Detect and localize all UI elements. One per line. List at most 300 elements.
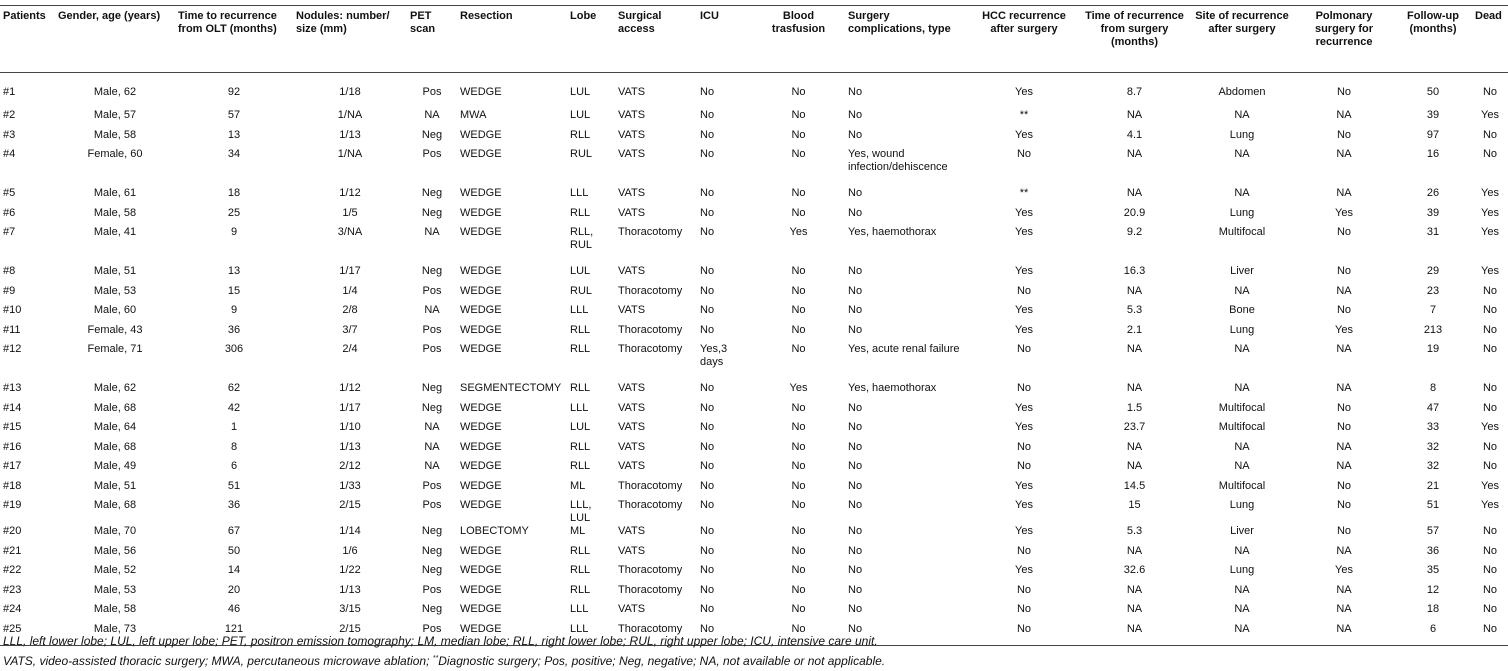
cell-dead: No xyxy=(1482,564,1498,576)
cell-pet: Pos xyxy=(422,343,442,355)
cell-icu: No xyxy=(700,86,715,98)
cell-resection: WEDGE xyxy=(460,128,502,141)
cell-lobe: RLL, RUL xyxy=(570,226,594,251)
cell-resection: WEDGE xyxy=(460,479,502,492)
cell-time-olt: 13 xyxy=(227,265,241,277)
cell-blood: No xyxy=(791,187,806,199)
cell-lobe: RUL xyxy=(570,148,593,160)
cell-dead: No xyxy=(1482,401,1498,414)
cell-icu: No xyxy=(700,109,715,121)
table-row xyxy=(0,402,1508,422)
cell-polmonary: No xyxy=(1336,499,1352,511)
cell-lobe: LLL xyxy=(570,401,589,414)
header-nodules: Nodules: number/ size (mm) xyxy=(293,6,407,73)
cell-hcc: Yes xyxy=(1015,479,1033,492)
cell-nodules: 1/5 xyxy=(342,206,358,219)
cell-resection: WEDGE xyxy=(460,265,502,277)
cell-complications: No xyxy=(848,265,863,277)
table-row xyxy=(0,324,1508,344)
cell-gender-age: Male, 73 xyxy=(55,623,175,646)
cell-followup: 35 xyxy=(1426,564,1440,576)
cell-site: Lung xyxy=(1229,499,1255,511)
cell-site: Lung xyxy=(1229,323,1255,336)
cell-access: VATS xyxy=(618,382,646,394)
cell-followup: 29 xyxy=(1426,265,1440,277)
cell-icu: No xyxy=(700,583,715,596)
cell-hcc: Yes xyxy=(1015,265,1033,277)
cell-time-surgery: NA xyxy=(1126,460,1143,472)
cell-patient: #24 xyxy=(3,603,22,615)
header-complications: Surgery complications, type xyxy=(845,6,969,73)
cell-patient: #13 xyxy=(3,382,22,394)
cell-dead: No xyxy=(1482,128,1498,141)
cell-patient: #11 xyxy=(3,323,21,336)
cell-followup: 33 xyxy=(1426,421,1440,433)
cell-nodules: 1/13 xyxy=(339,440,361,453)
cell-gender-age: Male, 53 xyxy=(93,583,137,596)
cell-followup: 51 xyxy=(1426,499,1440,511)
cell-polmonary: Yes xyxy=(1335,564,1353,576)
cell-nodules: 1/17 xyxy=(339,401,361,414)
cell-hcc: Yes xyxy=(1015,304,1033,316)
cell-site: NA xyxy=(1234,284,1250,297)
cell-nodules: 1/13 xyxy=(339,128,361,141)
cell-resection: MWA xyxy=(460,109,487,121)
cell-complications: No xyxy=(848,86,863,98)
cell-gender-age: Male, 58 xyxy=(93,206,137,219)
cell-complications: No xyxy=(848,128,863,141)
table-row xyxy=(0,304,1508,324)
cell-lobe: RLL xyxy=(570,440,591,453)
cell-time-olt: 42 xyxy=(227,401,241,414)
header-resection: Resection xyxy=(457,6,567,73)
cell-nodules: 2/8 xyxy=(342,304,358,316)
cell-blood: No xyxy=(791,304,806,316)
cell-complications: Yes, acute renal failure xyxy=(848,343,960,355)
cell-resection: WEDGE xyxy=(460,401,502,414)
cell-polmonary: NA xyxy=(1336,187,1352,199)
cell-blood: No xyxy=(791,525,806,537)
cell-resection: WEDGE xyxy=(460,544,502,557)
cell-followup: 39 xyxy=(1426,109,1440,121)
cell-resection: WEDGE xyxy=(460,323,502,336)
cell-time-olt: 6 xyxy=(230,460,238,472)
cell-gender-age: Male, 51 xyxy=(93,479,137,492)
cell-followup: 47 xyxy=(1426,401,1440,414)
cell-followup: 8 xyxy=(1429,382,1437,394)
cell-blood: No xyxy=(791,440,806,453)
cell-followup: 16 xyxy=(1426,148,1440,160)
cell-gender-age: Male, 52 xyxy=(93,564,137,576)
cell-lobe: RLL xyxy=(570,583,591,596)
cell-gender-age: Male, 62 xyxy=(93,86,137,98)
cell-dead: No xyxy=(1482,583,1498,596)
cell-time-olt: 15 xyxy=(227,284,241,297)
header-dead: Dead xyxy=(1472,6,1508,73)
cell-blood: No xyxy=(791,544,806,557)
cell-icu: No xyxy=(700,226,715,238)
cell-pet: Pos xyxy=(422,148,442,160)
cell-access: Thoracotomy xyxy=(618,343,683,355)
table-row xyxy=(0,441,1508,461)
cell-time-olt: 8 xyxy=(230,440,238,453)
cell-patient: #1 xyxy=(3,86,16,98)
cell-pet: Pos xyxy=(422,479,442,492)
cell-lobe: RLL xyxy=(570,206,591,219)
cell-hcc: Yes xyxy=(1015,128,1033,141)
cell-complications: No xyxy=(848,583,863,596)
cell-time-olt: 51 xyxy=(227,479,241,492)
cell-time-surgery: 2.1 xyxy=(1126,323,1143,336)
cell-polmonary: NA xyxy=(1336,583,1352,596)
cell-complications: No xyxy=(848,401,863,414)
cell-lobe: LLL xyxy=(570,304,589,316)
cell-hcc: Yes xyxy=(1015,525,1033,537)
cell-nodules: 1/13 xyxy=(339,583,361,596)
header-gender-age: Gender, age (years) xyxy=(55,6,175,73)
cell-hcc: ** xyxy=(1019,109,1029,121)
header-hcc: HCC recurrence after surgery xyxy=(969,6,1079,73)
cell-polmonary: NA xyxy=(1336,284,1352,297)
cell-icu: No xyxy=(700,440,715,453)
cell-time-surgery: 32.6 xyxy=(1123,564,1146,576)
cell-site: NA xyxy=(1190,623,1294,646)
cell-followup: 12 xyxy=(1426,583,1440,596)
cell-followup: 18 xyxy=(1426,603,1440,615)
cell-complications: No xyxy=(848,206,863,219)
cell-hcc: No xyxy=(1016,440,1032,453)
cell-pet: Pos xyxy=(422,284,442,297)
cell-patient: #4 xyxy=(3,148,16,160)
cell-pet: NA xyxy=(424,460,440,472)
cell-time-surgery: NA xyxy=(1126,583,1143,596)
cell-blood: No xyxy=(791,603,806,615)
cell-patient: #3 xyxy=(3,128,16,141)
cell-blood: No xyxy=(791,460,806,472)
cell-blood: No xyxy=(791,206,806,219)
cell-lobe: RLL xyxy=(570,544,591,557)
cell-hcc: Yes xyxy=(1015,206,1033,219)
cell-icu: No xyxy=(700,421,715,433)
cell-pet: Neg xyxy=(421,128,443,141)
cell-access: VATS xyxy=(618,421,646,433)
header-access: Surgical access xyxy=(615,6,697,73)
cell-lobe: LLL, LUL xyxy=(570,499,592,524)
cell-polmonary: No xyxy=(1336,226,1352,238)
cell-lobe: RUL xyxy=(570,284,593,297)
cell-polmonary: NA xyxy=(1336,148,1352,160)
cell-blood: No xyxy=(791,148,806,160)
cell-blood: No xyxy=(791,109,806,121)
cell-time-surgery: NA xyxy=(1079,623,1190,646)
cell-resection: WEDGE xyxy=(460,187,502,199)
cell-dead: No xyxy=(1482,544,1498,557)
cell-polmonary: No xyxy=(1336,86,1352,98)
cell-nodules: 2/12 xyxy=(339,460,361,472)
cell-icu: No xyxy=(700,499,715,511)
cell-dead: Yes xyxy=(1481,421,1499,433)
header-polmonary: Polmonary surgery for recurrence xyxy=(1294,6,1394,73)
cell-polmonary: NA xyxy=(1336,109,1352,121)
cell-complications: Yes, haemothorax xyxy=(848,382,937,394)
cell-patient: #18 xyxy=(3,479,22,492)
header-site: Site of recurrence after surgery xyxy=(1190,6,1294,73)
cell-time-surgery: NA xyxy=(1126,284,1143,297)
cell-site: Liver xyxy=(1230,265,1254,277)
cell-time-olt: 13 xyxy=(227,128,241,141)
table-row xyxy=(0,187,1508,207)
cell-nodules: 2/15 xyxy=(293,623,407,646)
cell-resection: WEDGE xyxy=(460,304,502,316)
cell-time-olt: 9 xyxy=(230,304,238,316)
cell-polmonary: No xyxy=(1336,304,1352,316)
cell-time-surgery: 5.3 xyxy=(1126,304,1143,316)
table-row xyxy=(0,545,1508,565)
cell-complications: No xyxy=(848,564,863,576)
cell-complications: No xyxy=(848,421,863,433)
cell-polmonary: Yes xyxy=(1335,323,1353,336)
cell-polmonary: No xyxy=(1336,128,1352,141)
cell-complications: No xyxy=(848,187,863,199)
cell-access: VATS xyxy=(618,148,646,160)
cell-access: Thoracotomy xyxy=(618,226,683,238)
cell-lobe: RLL xyxy=(570,460,591,472)
cell-access: Thoracotomy xyxy=(618,323,683,336)
cell-gender-age: Male, 41 xyxy=(93,226,137,238)
cell-pet: Neg xyxy=(421,401,443,414)
cell-lobe: RLL xyxy=(570,323,591,336)
cell-time-olt: 14 xyxy=(227,564,241,576)
cell-time-surgery: NA xyxy=(1126,343,1143,355)
cell-followup: 23 xyxy=(1426,284,1440,297)
cell-complications: Yes, wound infection/dehiscence xyxy=(848,148,948,173)
cell-patient: #5 xyxy=(3,187,16,199)
cell-time-olt: 34 xyxy=(227,148,241,160)
cell-icu: No xyxy=(700,128,715,141)
cell-site: NA xyxy=(1234,109,1250,121)
cell-gender-age: Male, 70 xyxy=(93,525,137,537)
footnote-line-2 xyxy=(3,651,885,671)
cell-gender-age: Male, 68 xyxy=(93,440,137,453)
cell-dead: No xyxy=(1482,86,1498,98)
table-body xyxy=(0,73,1508,646)
cell-polmonary: NA xyxy=(1336,382,1352,394)
cell-nodules: 3/7 xyxy=(342,323,358,336)
cell-icu: No xyxy=(700,460,715,472)
cell-pet: NA xyxy=(424,226,440,238)
cell-patient: #17 xyxy=(3,460,22,472)
cell-access: VATS xyxy=(618,187,646,199)
cell-site: Abdomen xyxy=(1218,86,1266,98)
cell-site: Lung xyxy=(1229,564,1255,576)
cell-patient: #22 xyxy=(3,564,22,576)
cell-access: Thoracotomy xyxy=(618,479,683,492)
cell-polmonary: NA xyxy=(1336,343,1352,355)
table-row xyxy=(0,265,1508,285)
cell-access: VATS xyxy=(618,440,646,453)
cell-gender-age: Male, 49 xyxy=(93,460,137,472)
cell-patient: #20 xyxy=(3,525,22,537)
table-row xyxy=(0,73,1508,110)
cell-blood: No xyxy=(791,499,806,511)
table-row xyxy=(0,285,1508,305)
cell-time-surgery: NA xyxy=(1126,440,1143,453)
cell-time-surgery: 4.1 xyxy=(1126,128,1143,141)
cell-hcc: Yes xyxy=(1015,499,1033,511)
cell-followup: 21 xyxy=(1426,479,1440,492)
table-row xyxy=(0,584,1508,604)
cell-blood: No xyxy=(791,564,806,576)
header-time-olt: Time to recurrence from OLT (months) xyxy=(175,6,293,73)
cell-access: VATS xyxy=(618,265,646,277)
cell-site: Liver xyxy=(1230,525,1254,537)
cell-icu: No xyxy=(700,382,715,394)
cell-followup: 32 xyxy=(1426,440,1440,453)
cell-time-olt: 36 xyxy=(227,323,241,336)
cell-followup: 32 xyxy=(1426,460,1440,472)
footnote-line-2-prefix: VATS, video-assisted thoracic surgery; MWA, percutaneous microwave ablation; xyxy=(3,654,433,668)
cell-lobe: RLL xyxy=(570,382,591,394)
cell-icu: No xyxy=(700,284,715,297)
cell-nodules: 3/15 xyxy=(339,603,361,615)
cell-dead: No xyxy=(1482,460,1498,472)
cell-patient: #12 xyxy=(3,343,22,355)
cell-hcc: No xyxy=(1016,148,1032,160)
cell-time-surgery: NA xyxy=(1126,187,1143,199)
cell-blood: No xyxy=(791,479,806,492)
cell-gender-age: Male, 61 xyxy=(93,187,137,199)
cell-gender-age: Male, 60 xyxy=(93,304,137,316)
cell-dead: Yes xyxy=(1481,109,1499,121)
cell-nodules: 2/15 xyxy=(339,499,361,511)
cell-site: NA xyxy=(1234,460,1250,472)
cell-nodules: 1/18 xyxy=(339,86,361,98)
table-row xyxy=(0,109,1508,129)
cell-site: NA xyxy=(1234,187,1250,199)
cell-blood: No xyxy=(791,323,806,336)
cell-resection: WEDGE xyxy=(460,583,502,596)
cell-site: NA xyxy=(1234,440,1250,453)
cell-time-surgery: 1.5 xyxy=(1126,401,1143,414)
cell-nodules: 1/12 xyxy=(339,187,361,199)
cell-icu: No xyxy=(700,564,715,576)
cell-followup: 57 xyxy=(1426,525,1440,537)
cell-pet: NA xyxy=(424,421,440,433)
cell-icu: No xyxy=(700,187,715,199)
cell-site: NA xyxy=(1234,544,1250,557)
cell-polmonary: NA xyxy=(1336,460,1352,472)
cell-dead: No xyxy=(1482,304,1498,316)
table-row xyxy=(0,564,1508,584)
header-blood: Blood trasfusion xyxy=(752,6,845,73)
footnote-line-1: LLL, left lower lobe; LUL, left upper lobe; PET, positron emission tomography; LM, median lobe; RLL, right lower lobe; RUL, right upper lobe; ICU, intensive care unit. xyxy=(3,634,878,648)
cell-nodules: 1/14 xyxy=(339,525,361,537)
cell-followup: 213 xyxy=(1423,323,1443,336)
cell-gender-age: Male, 53 xyxy=(93,284,137,297)
cell-gender-age: Male, 64 xyxy=(93,421,137,433)
cell-gender-age: Female, 60 xyxy=(87,148,143,160)
cell-resection: WEDGE xyxy=(460,284,502,297)
cell-complications: No xyxy=(848,460,863,472)
cell-icu: No xyxy=(700,304,715,316)
cell-polmonary: No xyxy=(1336,479,1352,492)
cell-blood: No xyxy=(791,583,806,596)
cell-time-surgery: NA xyxy=(1126,382,1143,394)
cell-access: Thoracotomy xyxy=(618,583,683,596)
table-footnotes xyxy=(3,631,885,671)
cell-lobe: LLL xyxy=(570,603,589,615)
cell-gender-age: Male, 68 xyxy=(93,499,137,511)
cell-dead: No xyxy=(1472,623,1508,646)
cell-access: VATS xyxy=(618,525,646,537)
cell-followup: 7 xyxy=(1429,304,1437,316)
cell-site: Lung xyxy=(1229,206,1255,219)
cell-icu: No xyxy=(700,323,715,336)
cell-complications: No xyxy=(848,499,863,511)
cell-dead: No xyxy=(1482,284,1498,297)
cell-icu: No xyxy=(700,148,715,160)
cell-access: VATS xyxy=(618,401,646,414)
cell-complications: No xyxy=(848,440,863,453)
cell-blood: No xyxy=(791,128,806,141)
cell-followup: 6 xyxy=(1394,623,1472,646)
cell-complications: No xyxy=(845,623,969,646)
cell-time-surgery: 23.7 xyxy=(1123,421,1146,433)
cell-icu: No xyxy=(700,603,715,615)
cell-time-olt: 9 xyxy=(230,226,238,238)
cell-complications: No xyxy=(848,479,863,492)
header-time-surgery: Time of recurrence from surgery (months) xyxy=(1079,6,1190,73)
cell-access: VATS xyxy=(618,86,646,98)
cell-blood: Yes xyxy=(789,226,808,238)
cell-dead: No xyxy=(1482,440,1498,453)
cell-icu: No xyxy=(700,479,715,492)
cell-hcc: Yes xyxy=(1015,564,1033,576)
cell-blood: No xyxy=(791,401,806,414)
cell-polmonary: NA xyxy=(1336,440,1352,453)
cell-access: VATS xyxy=(618,304,646,316)
cell-lobe: RLL xyxy=(570,128,591,141)
cell-blood: No xyxy=(791,284,806,297)
cell-pet: Pos xyxy=(422,583,442,596)
cell-pet: NA xyxy=(424,109,440,121)
cell-access: Thoracotomy xyxy=(618,499,683,511)
cell-time-surgery: NA xyxy=(1126,603,1143,615)
cell-hcc: No xyxy=(1016,382,1032,394)
cell-patient: #9 xyxy=(3,284,16,297)
cell-time-olt: 18 xyxy=(227,187,241,199)
cell-hcc: No xyxy=(1016,583,1032,596)
cell-followup: 26 xyxy=(1426,187,1440,199)
cell-nodules: 1/12 xyxy=(339,382,361,394)
cell-access: VATS xyxy=(618,603,646,615)
cell-time-olt: 306 xyxy=(224,343,244,355)
cell-patient: #14 xyxy=(3,401,22,414)
cell-pet: NA xyxy=(424,440,440,453)
cell-resection: SEGMENTECTOMY xyxy=(460,382,562,394)
cell-site: NA xyxy=(1234,343,1250,355)
cell-access: VATS xyxy=(618,206,646,219)
cell-hcc: Yes xyxy=(1015,421,1033,433)
cell-hcc: No xyxy=(1016,343,1032,355)
cell-pet: Pos xyxy=(407,623,457,646)
cell-dead: Yes xyxy=(1481,499,1499,511)
cell-complications: Yes, haemothorax xyxy=(848,226,937,238)
cell-blood: No xyxy=(791,86,806,98)
cell-patient: #16 xyxy=(3,440,22,453)
cell-time-surgery: 14.5 xyxy=(1123,479,1146,492)
cell-dead: Yes xyxy=(1481,226,1499,238)
